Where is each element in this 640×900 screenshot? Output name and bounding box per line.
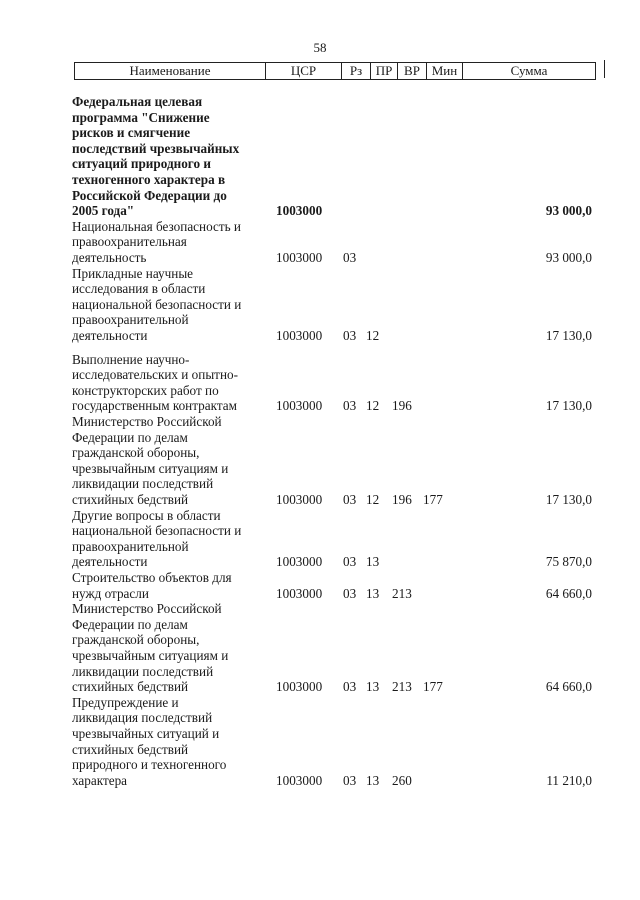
header-sum: Сумма xyxy=(510,63,548,78)
row-sum: 17 130,0 xyxy=(545,398,592,414)
edge-mark xyxy=(604,60,605,78)
table-row xyxy=(0,219,640,266)
row-pr: 13 xyxy=(366,679,380,695)
row-rz: 03 xyxy=(343,249,357,265)
row-sum: 11 210,0 xyxy=(546,772,592,788)
row-vr: 213 xyxy=(392,679,412,695)
table-header xyxy=(74,62,596,80)
table-row xyxy=(0,695,640,789)
header-rz: Рз xyxy=(342,63,371,79)
row-name: Министерство Российской Федерации по делам гражданской обороны, чрезвычайным ситуациям и ликвидации последствий стихийных бедствий xyxy=(72,601,229,695)
row-pr: 13 xyxy=(366,554,380,570)
header-pr: ПР xyxy=(371,63,398,79)
row-sum: 93 000,0 xyxy=(545,249,592,265)
row-sum: 75 870,0 xyxy=(545,554,592,570)
row-csr: 1003000 xyxy=(276,585,323,601)
row-vr: 196 xyxy=(392,398,412,414)
table-row xyxy=(0,601,640,695)
row-name: Национальная безопасность и правоохранительная деятельность xyxy=(72,218,241,265)
row-csr: 1003000 xyxy=(276,398,323,414)
row-name: Строительство объектов для нужд отрасли xyxy=(72,569,232,601)
header-vr: ВР xyxy=(398,63,427,79)
row-csr: 1003000 xyxy=(276,772,323,788)
row-csr: 1003000 xyxy=(276,679,323,695)
row-csr: 1003000 xyxy=(276,249,323,265)
row-csr: 1003000 xyxy=(276,554,323,570)
row-pr: 12 xyxy=(366,491,380,507)
row-rz: 03 xyxy=(343,554,357,570)
row-rz: 03 xyxy=(343,772,357,788)
row-vr: 196 xyxy=(392,491,412,507)
row-sum: 64 660,0 xyxy=(545,585,592,601)
row-sum: 17 130,0 xyxy=(545,327,592,343)
row-csr: 1003000 xyxy=(276,327,323,343)
row-csr: 1003000 xyxy=(276,491,323,507)
row-vr: 260 xyxy=(392,772,412,788)
row-pr: 12 xyxy=(366,398,380,414)
row-rz: 03 xyxy=(343,491,357,507)
row-rz: 03 xyxy=(343,585,357,601)
row-min: 177 xyxy=(423,679,443,695)
row-rz: 03 xyxy=(343,327,357,343)
row-name: Выполнение научно- исследовательских и опытно- конструкторских работ по государственным контрактам xyxy=(72,351,238,414)
row-name: Другие вопросы в области национальной безопасности и правоохранительной деятельности xyxy=(72,507,242,570)
row-vr: 213 xyxy=(392,585,412,601)
row-min: 177 xyxy=(423,491,443,507)
table-row xyxy=(0,266,640,352)
row-csr: 1003000 xyxy=(276,203,323,219)
page-number: 58 xyxy=(313,40,327,55)
row-pr: 13 xyxy=(366,585,380,601)
table-row xyxy=(0,352,640,414)
table-row xyxy=(0,508,640,570)
table-row xyxy=(0,570,640,601)
row-sum: 17 130,0 xyxy=(545,491,592,507)
row-name: Федеральная целевая программа "Снижение рисков и смягчение последствий чрезвычайных ситуаций природного и техногенного характера в Российской Федерации до 2005 года" xyxy=(72,94,240,219)
table-row xyxy=(0,94,640,219)
table-body xyxy=(0,94,640,788)
row-rz: 03 xyxy=(343,679,357,695)
row-sum: 64 660,0 xyxy=(545,679,592,695)
row-name: Прикладные научные исследования в области национальной безопасности и правоохранительной деятельности xyxy=(72,265,242,343)
header-csr: ЦСР xyxy=(266,63,342,79)
row-rz: 03 xyxy=(343,398,357,414)
row-pr: 12 xyxy=(366,327,380,343)
header-name: Наименование xyxy=(75,63,266,79)
row-name: Предупреждение и ликвидация последствий чрезвычайных ситуаций и стихийных бедствий природного и техногенного характера xyxy=(72,694,227,788)
table-row xyxy=(0,414,640,508)
header-min: Мин xyxy=(427,63,463,79)
row-sum: 93 000,0 xyxy=(545,203,592,219)
row-pr: 13 xyxy=(366,772,380,788)
row-name: Министерство Российской Федерации по делам гражданской обороны, чрезвычайным ситуациям и ликвидации последствий стихийных бедствий xyxy=(72,413,229,507)
